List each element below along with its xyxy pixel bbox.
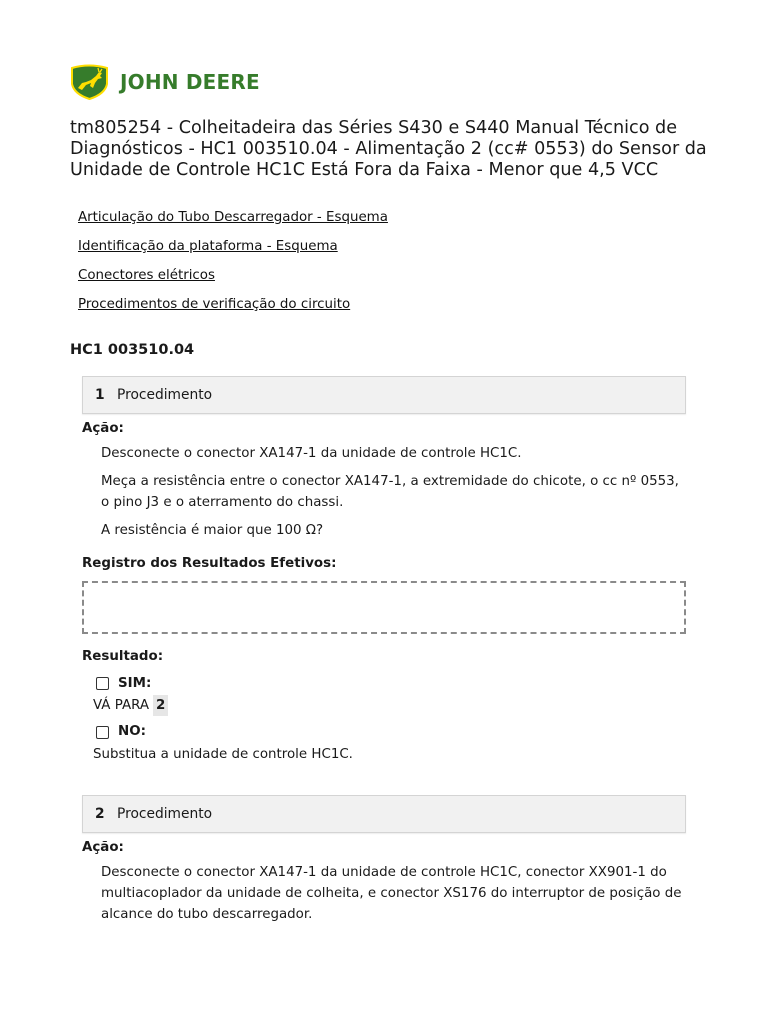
yes-checkbox[interactable]	[96, 677, 109, 690]
step-number: 2	[95, 806, 105, 822]
question-text: A resistência é maior que 100 Ω?	[101, 523, 324, 538]
no-result-text: Substitua a unidade de controle HC1C.	[93, 747, 353, 762]
action-text: Desconecte o conector XA147-1 da unidade de controle HC1C.	[101, 446, 522, 461]
action-label: Ação:	[82, 421, 124, 436]
step-number: 1	[95, 387, 105, 403]
action-label: Ação:	[82, 840, 124, 855]
goto-text: VÁ PARA	[93, 698, 150, 713]
step-1-header[interactable]	[82, 376, 686, 414]
link-electrical-connectors[interactable]: Conectores elétricos	[78, 268, 215, 283]
step-2-header[interactable]	[82, 795, 686, 833]
related-links	[78, 208, 388, 324]
section-code: HC1 003510.04	[70, 342, 195, 358]
action-text: Desconecte o conector XA147-1 da unidade de controle HC1C, conector XX901-1 do multiacoplador da unidade de colheita, e conector XS176 do interruptor de posição de alcance do tubo descarregador.	[101, 865, 682, 922]
deer-leaping-logo-icon	[69, 64, 110, 100]
link-circuit-check-procedures[interactable]: Procedimentos de verificação do circuito	[78, 297, 351, 312]
link-unloading-auger-schematic[interactable]: Articulação do Tubo Descarregador - Esquema	[78, 210, 388, 225]
action-text: Meça a resistência entre o conector XA147-1, a extremidade do chicote, o cc nº 0553, o pino J3 e o aterramento do chassi.	[101, 474, 679, 510]
goto-step-link[interactable]: 2	[153, 695, 168, 716]
no-label: NO:	[118, 724, 146, 739]
yes-label: SIM:	[118, 676, 152, 691]
link-platform-identification-schematic[interactable]: Identificação da plataforma - Esquema	[78, 239, 338, 254]
goto-line	[93, 695, 168, 716]
brand-name: JOHN DEERE	[120, 70, 260, 94]
result-label: Resultado:	[82, 649, 164, 664]
step-label: Procedimento	[117, 387, 213, 403]
record-results-label: Registro dos Resultados Efetivos:	[82, 556, 337, 571]
john-deere-logo	[69, 64, 260, 100]
step-label: Procedimento	[117, 806, 213, 822]
document-title: tm805254 - Colheitadeira das Séries S430 e S440 Manual Técnico de Diagnósticos - HC1 003510.04 - Alimentação 2 (cc# 0553) do Sensor da Unidade de Controle HC1C Está Fora da Faixa - Menor que 4,5 VCC	[70, 118, 707, 180]
no-checkbox[interactable]	[96, 726, 109, 739]
record-results-field[interactable]	[82, 581, 686, 634]
